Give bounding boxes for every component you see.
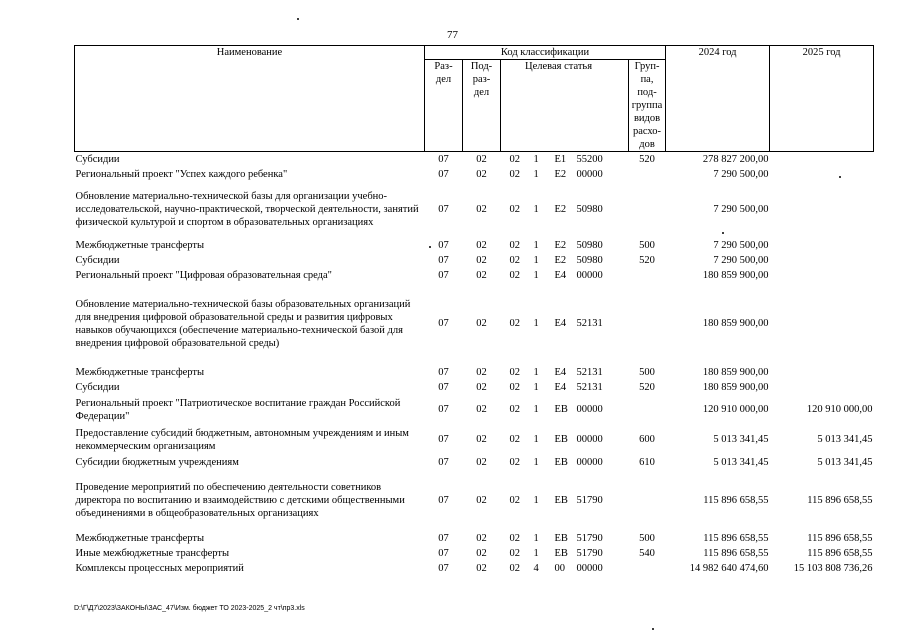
row-razdel: 07 xyxy=(438,495,449,506)
row-name: Межбюджетные трансферты xyxy=(75,239,205,251)
row-name: Региональный проект "Успех каждого ребенка" xyxy=(75,168,288,180)
header-target-article: Целевая статья xyxy=(501,60,629,152)
target-part-t4: 00000 xyxy=(576,168,603,180)
row-expense-group xyxy=(629,561,666,576)
row-amount-2025: 115 896 658,55 xyxy=(807,495,873,506)
row-expense-group: 600 xyxy=(639,434,655,445)
header-code-group: Код классификации xyxy=(425,46,666,60)
row-razdel: 07 xyxy=(438,239,449,251)
row-amount-2025 xyxy=(770,380,874,395)
row-amount-2024: 180 859 900,00 xyxy=(702,318,769,329)
row-name: Предоставление субсидий бюджетным, автономным учреждениям и иным некоммерческим организациям xyxy=(75,427,409,452)
row-target-article xyxy=(501,182,629,238)
target-part-t3: E4 xyxy=(554,269,567,281)
row-razdel: 07 xyxy=(438,269,449,281)
target-part-t4: 50980 xyxy=(576,204,603,215)
row-razdel: 07 xyxy=(438,168,449,180)
target-part-t3: E4 xyxy=(554,366,567,378)
target-part-t3: E2 xyxy=(554,204,567,215)
row-podrazdel: 02 xyxy=(476,547,487,559)
row-expense-group xyxy=(629,167,666,182)
row-razdel: 07 xyxy=(438,434,449,445)
row-amount-2025 xyxy=(770,268,874,283)
row-podrazdel: 02 xyxy=(476,239,487,251)
target-part-t2: 1 xyxy=(533,366,539,378)
table-row xyxy=(75,561,874,576)
target-part-t2: 1 xyxy=(533,153,539,165)
target-part-t3: E2 xyxy=(554,254,567,266)
row-amount-2024: 5 013 341,45 xyxy=(713,457,769,468)
target-part-t1: 02 xyxy=(509,366,520,378)
row-name: Региональный проект "Цифровая образовательная среда" xyxy=(75,269,332,281)
row-expense-group: 520 xyxy=(639,153,655,165)
target-part-t1: 02 xyxy=(509,495,520,506)
target-part-t2: 4 xyxy=(533,562,539,574)
row-amount-2024: 115 896 658,55 xyxy=(703,495,769,506)
table-row xyxy=(75,471,874,531)
target-part-t2: 1 xyxy=(533,204,539,215)
row-razdel: 07 xyxy=(438,366,449,378)
row-amount-2025 xyxy=(770,167,874,182)
row-expense-group: 610 xyxy=(639,457,655,468)
row-amount-2024: 7 290 500,00 xyxy=(713,204,769,215)
table-row xyxy=(75,152,874,167)
row-expense-group xyxy=(629,471,666,531)
row-amount-2025 xyxy=(770,238,874,253)
row-target-article xyxy=(501,238,629,253)
page-number: 77 xyxy=(447,29,458,41)
row-amount-2024: 115 896 658,55 xyxy=(703,532,769,544)
row-amount-2024: 14 982 640 474,60 xyxy=(689,562,769,574)
target-part-t4: 50980 xyxy=(576,254,603,266)
row-name: Проведение мероприятий по обеспечению деятельности советников директора по воспитанию и взаимодействию с детскими общественными объединениями в общеобразовательных организациях xyxy=(75,482,405,519)
row-razdel: 07 xyxy=(438,318,449,329)
row-razdel: 07 xyxy=(438,547,449,559)
row-expense-group xyxy=(629,395,666,425)
target-part-t3: 00 xyxy=(554,562,565,574)
target-part-t1: 02 xyxy=(509,168,520,180)
header-razdel: Раз- дел xyxy=(425,60,463,152)
target-part-t3: EB xyxy=(554,404,568,415)
table-row xyxy=(75,380,874,395)
row-target-article xyxy=(501,395,629,425)
target-part-t4: 00000 xyxy=(576,404,603,415)
row-name: Межбюджетные трансферты xyxy=(75,532,205,544)
table-row xyxy=(75,365,874,380)
row-amount-2025: 120 910 000,00 xyxy=(806,404,873,415)
row-podrazdel: 02 xyxy=(476,404,487,415)
row-expense-group: 520 xyxy=(639,254,655,266)
target-part-t3: EB xyxy=(554,457,568,468)
target-part-t4: 00000 xyxy=(576,457,603,468)
row-expense-group xyxy=(629,268,666,283)
budget-table xyxy=(74,45,873,576)
row-razdel: 07 xyxy=(438,254,449,266)
row-target-article xyxy=(501,561,629,576)
row-name: Межбюджетные трансферты xyxy=(75,366,205,378)
header-name: Наименование xyxy=(75,46,425,152)
row-target-article xyxy=(501,268,629,283)
row-razdel: 07 xyxy=(438,457,449,468)
row-amount-2025: 5 013 341,45 xyxy=(817,434,873,445)
row-amount-2024: 7 290 500,00 xyxy=(713,168,769,180)
row-amount-2025 xyxy=(770,253,874,268)
row-name: Субсидии xyxy=(75,381,120,393)
row-amount-2024: 5 013 341,45 xyxy=(713,434,769,445)
target-part-t3: E4 xyxy=(554,318,567,329)
row-expense-group: 500 xyxy=(639,532,655,544)
row-amount-2024: 278 827 200,00 xyxy=(702,153,769,165)
scan-speck xyxy=(297,18,299,20)
target-part-t2: 1 xyxy=(533,404,539,415)
table-row xyxy=(75,268,874,283)
target-part-t1: 02 xyxy=(509,404,520,415)
header-podrazdel: Под- раз- дел xyxy=(463,60,501,152)
target-part-t1: 02 xyxy=(509,239,520,251)
row-amount-2024: 180 859 900,00 xyxy=(702,381,769,393)
row-name: Субсидии бюджетным учреждениям xyxy=(75,457,239,468)
target-part-t2: 1 xyxy=(533,547,539,559)
row-razdel: 07 xyxy=(438,532,449,544)
target-part-t3: EB xyxy=(554,495,568,506)
target-part-t1: 02 xyxy=(509,532,520,544)
row-expense-group: 520 xyxy=(639,381,655,393)
header-year-2025: 2025 год xyxy=(770,46,874,152)
target-part-t4: 00000 xyxy=(576,269,603,281)
table-row xyxy=(75,455,874,471)
target-part-t1: 02 xyxy=(509,254,520,266)
table-row xyxy=(75,238,874,253)
row-target-article xyxy=(501,167,629,182)
table-row xyxy=(75,253,874,268)
row-amount-2024: 180 859 900,00 xyxy=(702,366,769,378)
table-row xyxy=(75,182,874,238)
row-amount-2025 xyxy=(770,182,874,238)
target-part-t2: 1 xyxy=(533,381,539,393)
row-target-article xyxy=(501,365,629,380)
file-path-footer: D:\Г\Д7\2023\ЗАКОНЫ\ЗАС_47\Изм. бюджет ТО 2023-2025_2 чт\пр3.xls xyxy=(74,605,305,612)
row-podrazdel: 02 xyxy=(476,381,487,393)
row-podrazdel: 02 xyxy=(476,366,487,378)
row-amount-2024: 180 859 900,00 xyxy=(702,269,769,281)
table-row xyxy=(75,531,874,546)
row-razdel: 07 xyxy=(438,381,449,393)
row-target-article xyxy=(501,531,629,546)
row-podrazdel: 02 xyxy=(476,457,487,468)
row-target-article xyxy=(501,152,629,167)
target-part-t2: 1 xyxy=(533,318,539,329)
target-part-t4: 52131 xyxy=(576,381,603,393)
row-podrazdel: 02 xyxy=(476,204,487,215)
header-expense-group: Груп- па, под- группа видов расхо- дов xyxy=(629,60,666,152)
table-body xyxy=(75,152,874,576)
target-part-t1: 02 xyxy=(509,562,520,574)
row-name: Обновление материально-технической базы для организации учебно-исследовательской, научно-практической, творческой деятельности, занятий физической культурой и спортом в образовательных организациях xyxy=(75,191,419,228)
target-part-t1: 02 xyxy=(509,318,520,329)
target-part-t4: 52131 xyxy=(576,318,603,329)
row-amount-2024: 7 290 500,00 xyxy=(713,239,769,251)
target-part-t1: 02 xyxy=(509,547,520,559)
row-target-article xyxy=(501,283,629,365)
target-part-t4: 50980 xyxy=(576,239,603,251)
target-part-t4: 55200 xyxy=(576,153,603,165)
row-target-article xyxy=(501,455,629,471)
row-podrazdel: 02 xyxy=(476,153,487,165)
row-target-article xyxy=(501,425,629,455)
table-row xyxy=(75,167,874,182)
row-podrazdel: 02 xyxy=(476,269,487,281)
target-part-t1: 02 xyxy=(509,457,520,468)
row-expense-group: 540 xyxy=(639,547,655,559)
target-part-t4: 00000 xyxy=(576,562,603,574)
target-part-t1: 02 xyxy=(509,204,520,215)
target-part-t3: E4 xyxy=(554,381,567,393)
row-target-article xyxy=(501,253,629,268)
target-part-t2: 1 xyxy=(533,532,539,544)
row-name: Субсидии xyxy=(75,254,120,266)
target-part-t3: EB xyxy=(554,547,568,559)
target-part-t3: EB xyxy=(554,532,568,544)
target-part-t2: 1 xyxy=(533,434,539,445)
row-target-article xyxy=(501,546,629,561)
target-part-t2: 1 xyxy=(533,168,539,180)
table-row xyxy=(75,425,874,455)
row-amount-2025: 15 103 808 736,26 xyxy=(793,562,873,574)
row-target-article xyxy=(501,471,629,531)
row-podrazdel: 02 xyxy=(476,532,487,544)
target-part-t4: 00000 xyxy=(576,434,603,445)
row-razdel: 07 xyxy=(438,404,449,415)
target-part-t1: 02 xyxy=(509,153,520,165)
target-part-t4: 52131 xyxy=(576,366,603,378)
row-target-article xyxy=(501,380,629,395)
row-podrazdel: 02 xyxy=(476,434,487,445)
target-part-t1: 02 xyxy=(509,381,520,393)
row-amount-2024: 7 290 500,00 xyxy=(713,254,769,266)
row-amount-2025: 5 013 341,45 xyxy=(817,457,873,468)
row-razdel: 07 xyxy=(438,204,449,215)
row-podrazdel: 02 xyxy=(476,318,487,329)
row-expense-group xyxy=(629,283,666,365)
row-expense-group xyxy=(629,182,666,238)
row-amount-2025 xyxy=(770,152,874,167)
row-amount-2024: 115 896 658,55 xyxy=(703,547,769,559)
target-part-t3: E2 xyxy=(554,168,567,180)
target-part-t3: E2 xyxy=(554,239,567,251)
target-part-t2: 1 xyxy=(533,239,539,251)
row-razdel: 07 xyxy=(438,562,449,574)
row-name: Региональный проект "Патриотическое воспитание граждан Российской Федерации" xyxy=(75,397,401,422)
target-part-t2: 1 xyxy=(533,269,539,281)
row-expense-group: 500 xyxy=(639,366,655,378)
target-part-t2: 1 xyxy=(533,457,539,468)
row-podrazdel: 02 xyxy=(476,168,487,180)
row-podrazdel: 02 xyxy=(476,495,487,506)
row-name: Иные межбюджетные трансферты xyxy=(75,547,230,559)
scan-speck xyxy=(652,628,654,630)
row-razdel: 07 xyxy=(438,153,449,165)
table-row xyxy=(75,546,874,561)
target-part-t2: 1 xyxy=(533,254,539,266)
row-podrazdel: 02 xyxy=(476,562,487,574)
target-part-t3: E1 xyxy=(554,153,567,165)
target-part-t1: 02 xyxy=(509,269,520,281)
row-name: Комплексы процессных мероприятий xyxy=(75,562,244,574)
row-amount-2024: 120 910 000,00 xyxy=(702,404,769,415)
table-row xyxy=(75,395,874,425)
target-part-t3: EB xyxy=(554,434,568,445)
row-amount-2025 xyxy=(770,365,874,380)
target-part-t4: 51790 xyxy=(576,495,603,506)
target-part-t1: 02 xyxy=(509,434,520,445)
header-year-2024: 2024 год xyxy=(666,46,770,152)
target-part-t2: 1 xyxy=(533,495,539,506)
target-part-t4: 51790 xyxy=(576,532,603,544)
table-row xyxy=(75,283,874,365)
row-amount-2025: 115 896 658,55 xyxy=(807,532,873,544)
row-name: Субсидии xyxy=(75,153,120,165)
row-amount-2025: 115 896 658,55 xyxy=(807,547,873,559)
target-part-t4: 51790 xyxy=(576,547,603,559)
row-expense-group: 500 xyxy=(639,239,655,251)
row-podrazdel: 02 xyxy=(476,254,487,266)
row-amount-2025 xyxy=(770,283,874,365)
row-name: Обновление материально-технической базы образовательных организаций для внедрения цифровой образовательной среды и развития цифровых навыков обучающихся (обеспечение материально-технической базой для внедрения цифровой образовательной среды) xyxy=(75,298,411,349)
